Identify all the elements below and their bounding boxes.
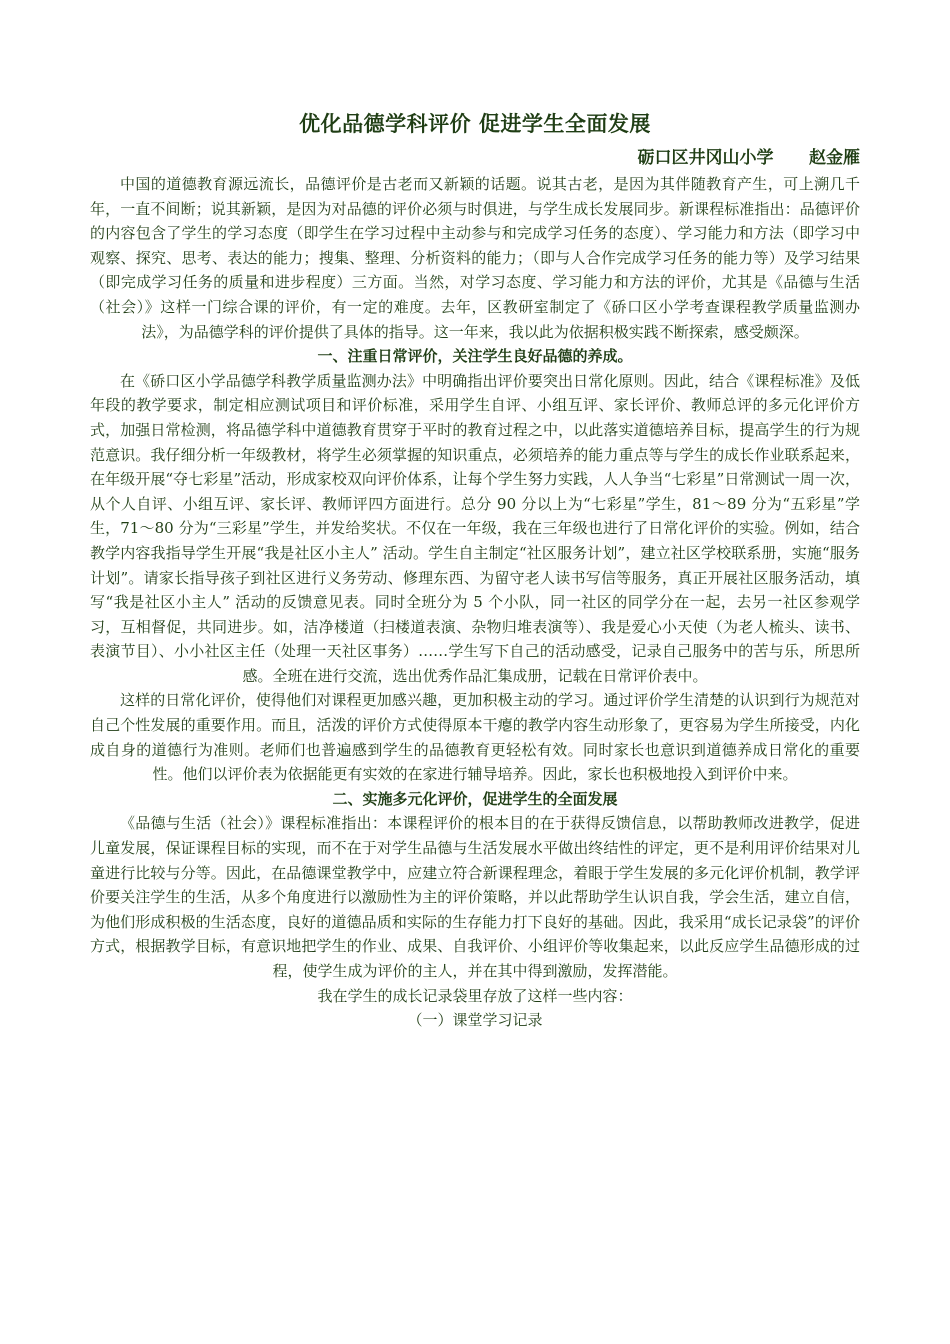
- section-1-heading: 一、注重日常评价，关注学生良好品德的养成。: [317, 347, 633, 366]
- section-2-subheading-1: （一）课堂学习记录: [407, 1011, 543, 1030]
- section-1-paragraph-1: 在《硚口区小学品德学科教学质量监测办法》中明确指出评价要突出日常化原则。因此，结合《课程标准》及低年段的教学要求，制定相应测试项目和评价标准，采用学生自评、小组互评、家长评价、教师总评的多元化评价方式，加强日常检测，将品德学科中道德教育贯穿于平时的教育过程之中，以此落实道德培养目标，提高学生的行为规范意识。我仔细分析一年级教材，将学生必须掌握的知识重点，必须培养的能力重点等与学生的成长作业联系起来，在年级开展“夺七彩星”活动，形成家校双向评价体系，让每个学生努力实践，人人争当“七彩星”日常测试一周一次，从个人自评、小组互评、家长评、教师评四方面进行。总分 90 分以上为“七彩星”学生，81～89 分为“五彩星”学生，71～80 分为“三彩星”学生，并发给奖状。不仅在一年级，我在三年级也进行了日常化评价的实验。例如，结合教学内容我指导学生开展“我是社区小主人” 活动。学生自主制定“社区服务计划”，建立社区学校联系册，实施“服务计划”。请家长指导孩子到社区进行义务劳动、修理东西、为留守老人读书写信等服务，真正开展社区服务活动，填写“我是社区小主人” 活动的反馈意见表。同时全班分为 5 个小队，同一社区的同学分在一起，去另一社区参观学习，互相督促，共同进步。如，洁净楼道（扫楼道表演、杂物归堆表演等）、我是爱心小天使（为老人梳头、读书、表演节目）、小小社区主任（处理一天社区事务）……学生写下自己的活动感受，记录自己服务中的苦与乐，所思所感。全班在进行交流，选出优秀作品汇集成册，记载在日常评价表中。: [90, 371, 860, 685]
- document-page: [90, 104, 860, 1033]
- document-author: 砺口区井冈山小学 赵金雁: [637, 148, 860, 168]
- document-title: 优化品德学科评价 促进学生全面发展: [299, 112, 651, 136]
- section-2-paragraph-2: 我在学生的成长记录袋里存放了这样一些内容：: [317, 986, 633, 1005]
- section-2-paragraph-1: 《品德与生活（社会）》课程标准指出：本课程评价的根本目的在于获得反馈信息，以帮助教师改进教学，促进儿童发展，保证课程目标的实现，而不在于对学生品德与生活发展水平做出终结性的评定，更不是利用评价结果对儿童进行比较与分等。因此，在品德课堂教学中，应建立符合新课程理念，着眼于学生发展的多元化评价机制，教学评价要关注学生的生活，从多个角度进行以激励性为主的评价策略，并以此帮助学生认识自我，学会生活，建立自信，为他们形成积极的生活态度，良好的道德品质和实际的生存能力打下良好的基础。因此，我采用“成长记录袋”的评价方式，根据教学目标，有意识地把学生的作业、成果、自我评价、小组评价等收集起来，以此反应学生品德形成的过程，使学生成为评价的主人，并在其中得到激励，发挥潜能。: [90, 814, 860, 980]
- section-2-heading: 二、实施多元化评价，促进学生的全面发展: [332, 789, 618, 808]
- section-1-paragraph-2: 这样的日常化评价，使得他们对课程更加感兴趣，更加积极主动的学习。通过评价学生清楚的认识到行为规范对自己个性发展的重要作用。而且，活泼的评价方式使得原本干瘪的教学内容生动形象了，更容易为学生所接受，内化成自身的道德行为准则。老师们也普遍感到学生的品德教育更轻松有效。同时家长也意识到道德养成日常化的重要性。他们以评价表为依据能更有实效的在家进行辅导培养。因此，家长也积极地投入到评价中来。: [90, 691, 860, 784]
- intro-paragraph: 中国的道德教育源远流长，品德评价是古老而又新颖的话题。说其古老，是因为其伴随教育产生，可上溯几千年，一直不间断；说其新颖，是因为对品德的评价必须与时俱进，与学生成长发展同步。新课程标准指出：品德评价的内容包含了学生的学习态度（即学生在学习过程中主动参与和完成学习任务的态度）、学习能力和方法（即学习中观察、探究、思考、表达的能力；搜集、整理、分析资料的能力；（即与人合作完成学习任务的能力等）及学习结果（即完成学习任务的质量和进步程度）三方面。当然，对学习态度、学习能力和方法的评价，尤其是《品德与生活（社会）》这样一门综合课的评价，有一定的难度。去年，区教研室制定了《硚口区小学考查课程教学质量监测办法》，为品德学科的评价提供了具体的指导。这一年来，我以此为依据积极实践不断探索，感受颇深。: [90, 175, 860, 341]
